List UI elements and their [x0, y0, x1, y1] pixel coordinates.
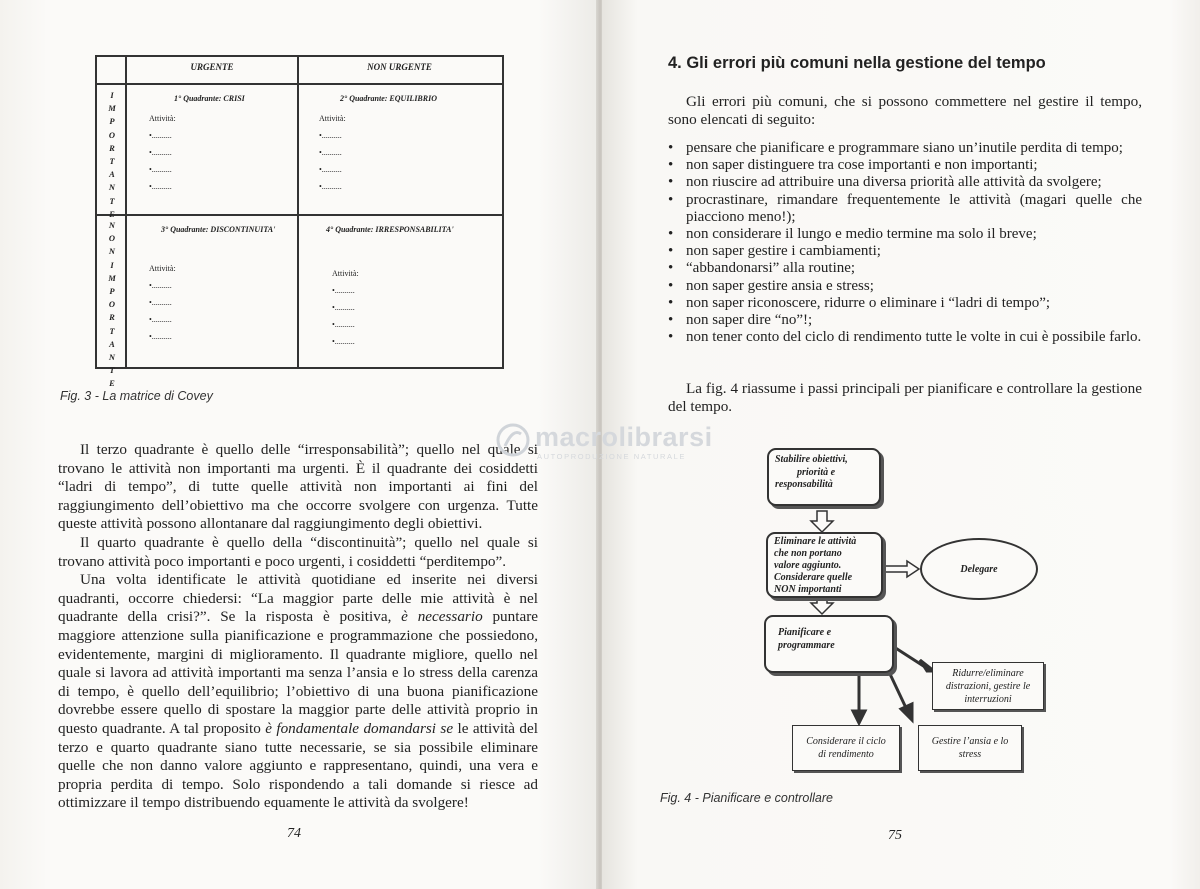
flow-manage-stress [918, 725, 1022, 771]
intro-paragraph: Gli errori più comuni, che si possono commettere nel gestire il tempo, sono elencati di seguito: [668, 93, 1142, 129]
watermark-logo-icon [495, 422, 531, 458]
flow-text: responsabilità [775, 479, 833, 490]
error-list-text: “abbandonarsi” alla routine; [686, 260, 856, 277]
arrow-reduce-line [894, 647, 925, 667]
activity-bullet: •.......... [332, 320, 355, 329]
error-list-text: non tener conto del ciclo di rendimento tutte le volte in cui è possibile farlo. [686, 329, 1142, 346]
paragraph: Il quarto quadrante è quello della “discontinuità”; quello nel quale si trovano attività poco importanti e poco urgenti, i cosiddetti “perditempo”. [58, 533, 538, 570]
bullet-icon: • [668, 140, 674, 156]
activity-bullet: •.......... [149, 332, 172, 341]
text-run: le attività del terzo e quarto quadrante siano tutte necessarie, se sia possibile eliminare quelle che non danno valore aggiunto e rappresentano, quindi, una vera e propria perdita di tempo. Solo rispondendo a tali domande si riesce ad ottimizzare il tempo distribuendo equamente le attività da svolgere! [58, 719, 538, 812]
side-letter: N [108, 182, 116, 193]
bullet-icon: • [668, 243, 674, 260]
error-list-text: non saper distinguere tra cose importanti e non importanti; [686, 157, 1038, 174]
error-list [666, 140, 1142, 346]
side-letter: N [108, 246, 116, 257]
error-list-item [666, 226, 1142, 243]
side-letter: A [109, 169, 115, 180]
flow-step-plan [764, 615, 894, 673]
side-letter: M [108, 103, 116, 114]
error-list-text: pensare che pianificare e programmare siano un’inutile perdita di tempo; [686, 140, 1123, 156]
flow-delegate: Delegare [920, 538, 1038, 600]
covey-matrix [95, 55, 504, 389]
activity-bullet: •.......... [319, 165, 342, 174]
bullet-icon: • [668, 312, 674, 329]
side-letter: E [109, 378, 115, 389]
error-list-item [666, 192, 1142, 226]
paragraph: Il terzo quadrante è quello delle “irresponsabilità”; quello nel quale si trovano le attività non importanti ma urgenti. È il quadrante dei cosiddetti “ladri di tempo”, di tutte quelle attività non importanti ai fini del raggiungimento dell’obiettivo ma che occorre svolgere con urgenza. Tutte queste attività possono allontanare dal raggiungimento degli obiettivi. [58, 441, 538, 533]
side-letter: O [108, 299, 116, 310]
arrow-right-delegate [885, 561, 919, 577]
flow-text: Considerare quelle [774, 572, 853, 583]
flow-text: Considerare il ciclo [806, 736, 886, 747]
error-list-item [666, 312, 1142, 329]
flow-step-eliminate [766, 532, 883, 598]
error-list-item [666, 260, 1142, 277]
error-list-text: non saper dire “no”!; [686, 312, 813, 329]
error-list-item [666, 157, 1142, 174]
activity-label: Attività: [332, 269, 359, 278]
quadrant-4-list [332, 265, 359, 350]
activity-bullet: •.......... [332, 303, 355, 312]
side-letter: A [109, 338, 115, 349]
quadrant-4-title: 4° Quadrante: IRRESPONSABILITA' [326, 225, 454, 234]
flow-text: stress [958, 749, 982, 760]
flow-reduce-distractions [932, 662, 1044, 710]
bullet-icon: • [668, 226, 674, 243]
bullet-icon: • [668, 329, 674, 346]
quadrant-1-list [149, 110, 176, 195]
error-list-item [666, 174, 1142, 191]
side-letter: I [110, 259, 114, 270]
error-list-item [666, 140, 1142, 157]
error-list-item [666, 295, 1142, 312]
side-letter: R [109, 142, 115, 153]
text-run: puntare maggiore attenzione sulla pianificazione e programmazione che possiedono, evidentemente, margini di miglioramento. Il quadrante migliore, quello nel quale si lavora ad attività importanti ma senza l’ansia e lo stress della carenza di tempo, è quello dell’equilibrio; l’obiettivo di una buona pianificazione dovrebbe essere quello di spostare la maggior parte delle attività proprio in questo quadrante. A tal proposito [58, 608, 539, 737]
bullet-icon: • [668, 294, 674, 311]
emphasis: è necessario [401, 608, 483, 626]
bullet-icon: • [668, 277, 674, 294]
side-letter: T [109, 325, 115, 336]
flow-text: interruzioni [964, 693, 1012, 705]
activity-bullet: •.......... [149, 281, 172, 290]
error-list-text: non saper riconoscere, ridurre o eliminare i “ladri di tempo”; [686, 294, 1051, 311]
quadrant-3-list [149, 260, 176, 345]
flow-text: programmare [778, 639, 835, 651]
left-body-text [58, 441, 538, 813]
flow-text: Stabilire obiettivi, [775, 454, 848, 465]
side-letter: T [109, 195, 115, 206]
activity-bullet: •.......... [332, 337, 355, 346]
text-run: Una volta identificate le attività quotidiane ed inserite nei diversi quadranti, occorre chiedersi: “La maggior parte delle mie attività è nel quadrante della crisi?”. Se la risposta è positiva, [58, 571, 538, 626]
activity-bullet: •.......... [332, 286, 355, 295]
error-list-item [666, 278, 1142, 295]
flow-text: Pianificare e [778, 627, 832, 638]
matrix-side-line [125, 57, 127, 367]
error-list-item [666, 329, 1142, 346]
activity-label: Attività: [149, 114, 176, 123]
matrix-middle-line [97, 214, 502, 216]
fig3-caption: Fig. 3 - La matrice di Covey [60, 389, 213, 403]
quadrant-2-list [319, 110, 346, 195]
flow-text: che non portano [774, 548, 842, 559]
flow-step-set-goals [767, 448, 881, 506]
activity-bullet: •.......... [149, 298, 172, 307]
paragraph [58, 571, 538, 813]
flow-text: valore aggiunto. [774, 560, 842, 571]
page-number: 75 [888, 828, 902, 843]
section-heading: 4. Gli errori più comuni nella gestione del tempo [668, 54, 1046, 72]
side-letter: O [108, 233, 116, 244]
side-letter: E [109, 208, 115, 219]
quadrant-2-title: 2° Quadrante: EQUILIBRIO [340, 94, 437, 103]
fig4-intro-paragraph: La fig. 4 riassume i passi principali per pianificare e controllare la gestione del tempo. [668, 380, 1142, 416]
bullet-icon: • [668, 174, 674, 191]
flow-text: distrazioni, gestire le [945, 680, 1031, 692]
activity-bullet: •.......... [149, 131, 172, 140]
flow-text: NON importanti [774, 584, 842, 595]
flow-performance-cycle [792, 725, 900, 771]
page-number: 74 [287, 826, 301, 841]
error-list-text: non saper gestire i cambiamenti; [686, 243, 881, 260]
activity-bullet: •.......... [149, 182, 172, 191]
error-list-text: procrastinare, rimandare frequentemente le attività (magari quelle che piacciono meno!); [686, 191, 1142, 225]
side-letter: M [108, 272, 116, 283]
flow-text: Ridurre/eliminare [952, 667, 1024, 679]
quadrant-3-title: 3° Quadrante: DISCONTINUITA' [161, 225, 276, 234]
flow-text: Eliminare le attività [774, 536, 857, 547]
activity-bullet: •.......... [149, 315, 172, 324]
flow-text: priorità e [797, 466, 836, 478]
row-label-not-important [107, 219, 117, 391]
side-letter: T [109, 156, 115, 167]
emphasis: è fondamentale domandarsi se [265, 719, 454, 737]
watermark-brand: macrolibrarsi [535, 422, 713, 452]
column-header-not-urgent: NON URGENTE [367, 62, 432, 72]
arrow-stress-head [901, 704, 912, 720]
error-list-text: non saper gestire ansia e stress; [686, 277, 874, 294]
error-list-text: non riuscire ad attribuire una diversa priorità alle attività da svolgere; [686, 174, 1102, 191]
quadrant-1-title: 1° Quadrante: CRISI [174, 94, 245, 103]
arrow-down-1 [811, 511, 833, 532]
arrow-cycle-head [853, 711, 865, 723]
side-letter: R [109, 312, 115, 323]
matrix-center-line [297, 57, 299, 367]
error-list-text: non considerare il lungo e medio termine ma solo il breve; [686, 226, 1037, 243]
bullet-icon: • [668, 191, 674, 208]
matrix-header-line [97, 83, 502, 85]
watermark-tagline: AUTOPRODUZIONE NATURALE [537, 452, 687, 461]
error-list-item [666, 243, 1142, 260]
side-letter: P [109, 116, 115, 127]
side-letter: N [108, 352, 116, 363]
flow-text: di rendimento [818, 749, 874, 760]
activity-label: Attività: [319, 114, 346, 123]
side-letter: P [109, 286, 115, 297]
row-label-important [107, 89, 117, 221]
side-letter: T [109, 365, 115, 376]
side-letter: I [110, 90, 114, 100]
activity-bullet: •.......... [149, 165, 172, 174]
flow-text: Gestire l’ansia e lo [931, 736, 1009, 747]
activity-bullet: •.......... [149, 148, 172, 157]
activity-bullet: •.......... [319, 131, 342, 140]
activity-bullet: •.......... [319, 148, 342, 157]
bullet-icon: • [668, 157, 674, 174]
flowchart [762, 445, 1062, 790]
fig4-caption: Fig. 4 - Pianificare e controllare [660, 791, 833, 805]
bullet-icon: • [668, 260, 674, 277]
column-header-urgent: URGENTE [190, 62, 234, 72]
side-letter: N [108, 220, 116, 230]
side-letter: O [108, 129, 116, 140]
activity-bullet: •.......... [319, 182, 342, 191]
activity-label: Attività: [149, 264, 176, 273]
